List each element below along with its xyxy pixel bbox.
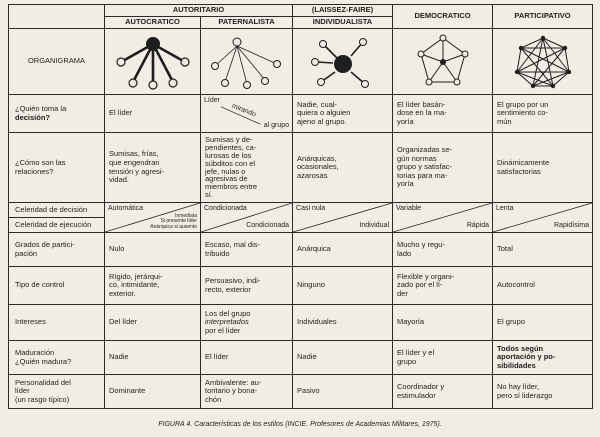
decision-paternalista-b: mirando (230, 102, 257, 119)
label-line: Personalidad del (15, 377, 71, 387)
celeridad-autocratico-top: Automática (108, 205, 144, 212)
participacion-autocratico: Nulo (105, 233, 201, 267)
text-line: Si presente líder (160, 218, 197, 224)
organigrama-individualista (293, 29, 393, 95)
intereses-participativo: El grupo (493, 305, 593, 341)
text-line: interpretados (205, 317, 249, 327)
text-line: satisfactorias (497, 166, 541, 176)
row-label-celeridad-decision: Celeridad de decisión (9, 203, 105, 218)
row-label-organigrama: ORGANIGRAMA (9, 29, 105, 95)
intereses-individualista: Individuales (293, 305, 393, 341)
label-line: ¿Quién madura? (15, 356, 72, 366)
text-line: aportación y po- (497, 352, 556, 362)
text-line: der (397, 288, 408, 298)
participacion-democratico (393, 233, 493, 267)
celeridad-participativo-bottom: Rapidísima (554, 221, 590, 229)
text-line: ocasionales, (297, 162, 339, 172)
styles-table (8, 4, 593, 409)
control-paternalista (201, 267, 293, 305)
row-label-relaciones (9, 133, 105, 203)
maduracion-autocratico: Nadie (105, 341, 201, 375)
relaciones-participativo (493, 133, 593, 203)
text-line: Organizadas se- (397, 144, 453, 154)
header-individualista: INDIVIDUALISTA (293, 17, 393, 29)
text-line: tribuido (205, 248, 230, 258)
autocratic-diagram-icon (113, 32, 193, 92)
maduracion-democratico (393, 341, 493, 375)
label-line: ¿Quién toma la (15, 103, 67, 113)
text-line: tensión y agresi- (109, 166, 165, 176)
decision-individualista (293, 95, 393, 133)
text-line: Anárquica si ausente (150, 223, 197, 230)
personalidad-individualista: Pasivo (293, 375, 393, 409)
text-line: El grupo por un (497, 99, 549, 109)
text-line: toritario y bona- (205, 386, 258, 396)
text-line: Coordinador y (397, 381, 445, 391)
celeridad-autocratico (105, 203, 201, 233)
celeridad-autocratico-bottom (150, 214, 197, 231)
row-label-maduracion (9, 341, 105, 375)
relaciones-democratico (393, 133, 493, 203)
text-line: vidad. (109, 175, 130, 185)
decision-paternalista-a: Líder (204, 97, 220, 104)
text-line: Escaso, mal dis- (205, 239, 261, 249)
intereses-paternalista (201, 305, 293, 341)
label-line: pación (15, 248, 38, 258)
text-line: yoría (397, 179, 414, 189)
text-line: Flexible y organi- (397, 271, 455, 281)
personalidad-paternalista (201, 375, 293, 409)
text-line: Sumisas y de- (205, 135, 253, 144)
text-line: Rígido, jerárqui- (109, 271, 163, 281)
text-line: quiera o alguien (297, 108, 351, 118)
corner-cell (9, 5, 105, 29)
text-line: sí. (205, 190, 213, 200)
text-line: lado (397, 248, 412, 258)
text-line: agresivas de (205, 174, 248, 184)
celeridad-paternalista-bottom: Condicionada (246, 221, 290, 229)
celeridad-participativo (493, 203, 593, 233)
celeridad-democratico (393, 203, 493, 233)
header-participativo: PARTICIPATIVO (493, 5, 593, 29)
text-line: recto, exterior (205, 284, 251, 294)
text-line: Todos según (497, 343, 544, 353)
text-line: gún normas (397, 153, 437, 163)
democratic-diagram-icon (403, 32, 483, 92)
text-line: Ambivalente: au- (205, 377, 262, 387)
header-autocratico: AUTOCRATICO (105, 17, 201, 29)
intereses-democratico: Mayoría (393, 305, 493, 341)
header-laissez: (LAISSEZ-FAIRE) (293, 5, 393, 17)
organigrama-participativo (493, 29, 593, 95)
participacion-paternalista (201, 233, 293, 267)
text-line: Dinámicamente (497, 157, 550, 167)
text-line: que engendran (109, 157, 160, 167)
text-line: ajeno al grupo. (297, 116, 347, 126)
label-line: decisión? (15, 112, 51, 122)
row-label-decision (9, 95, 105, 133)
text-line: miembros entre (205, 182, 258, 192)
label-line: ¿Cómo son las (15, 157, 66, 167)
organigrama-democratico (393, 29, 493, 95)
text-line: Sumisas, frías, (109, 149, 159, 159)
relaciones-individualista (293, 133, 393, 203)
text-line: Los del grupo (205, 308, 251, 318)
header-paternalista: PATERNALISTA (201, 17, 293, 29)
text-line: El líder y el (397, 347, 435, 357)
label-line: Maduración (15, 347, 55, 357)
header-democratico: DEMOCRATICO (393, 5, 493, 29)
text-line: Nadie, cual- (297, 99, 338, 109)
relaciones-paternalista (201, 133, 293, 203)
control-democratico (393, 267, 493, 305)
header-autoritario: AUTORITARIO (105, 5, 293, 17)
individualist-diagram-icon (303, 32, 383, 92)
text-line: dose en la ma- (397, 108, 447, 118)
text-line: grupo y satisfac- (397, 162, 453, 172)
maduracion-paternalista: El líder (201, 341, 293, 375)
decision-democratico (393, 95, 493, 133)
relaciones-autocratico (105, 133, 201, 203)
text-line: mún (497, 116, 512, 126)
text-line: estimulador (397, 390, 436, 400)
row-label-intereses: Intereses (9, 305, 105, 341)
intereses-autocratico: Del líder (105, 305, 201, 341)
text-line: por el líder (205, 325, 241, 335)
text-line: azarosas (297, 170, 328, 180)
decision-paternalista-c: al grupo (263, 121, 290, 129)
celeridad-individualista-bottom: Individual (359, 221, 390, 229)
control-autocratico (105, 267, 201, 305)
celeridad-paternalista (201, 203, 293, 233)
celeridad-democratico-top: Variable (396, 205, 422, 212)
participative-diagram-icon (503, 32, 583, 92)
text-line: zado por el lí- (397, 280, 443, 290)
participacion-participativo: Total (493, 233, 593, 267)
text-line: yoría (397, 116, 414, 126)
text-line: torias para ma- (397, 170, 448, 180)
text-line: sentimiento co- (497, 108, 548, 118)
row-label-celeridad-ejecucion: Celeridad de ejecución (9, 218, 105, 233)
text-line: El líder basán- (397, 99, 446, 109)
text-line: sibilidades (497, 360, 536, 370)
text-line: súbditos con el (205, 158, 256, 168)
maduracion-individualista: Nadie (293, 341, 393, 375)
row-label-participacion (9, 233, 105, 267)
text-line: No hay líder, (497, 381, 540, 391)
text-line: pendientes, ca- (205, 142, 257, 152)
text-line: grupo (397, 356, 417, 366)
control-participativo: Autocontrol (493, 267, 593, 305)
row-label-personalidad (9, 375, 105, 409)
participacion-individualista: Anárquica (293, 233, 393, 267)
maduracion-participativo (493, 341, 593, 375)
text-line: Anárquicas, (297, 153, 337, 163)
decision-autocratico: El líder (105, 95, 201, 133)
text-line: Persuasivo, indi- (205, 275, 261, 285)
text-line: exterior. (109, 288, 136, 298)
figure-caption: FIGURA 4. Características de los estilos (INCIE. Profesores de Academias Militares, 1975). (158, 421, 442, 428)
label-line: relaciones? (15, 166, 54, 176)
text-line: Mucho y regu- (397, 239, 445, 249)
organigrama-paternalista (201, 29, 293, 95)
row-label-control: Tipo de control (9, 267, 105, 305)
celeridad-participativo-top: Lenta (496, 205, 514, 212)
personalidad-autocratico: Dominante (105, 375, 201, 409)
label-line: Grados de partici- (15, 239, 75, 249)
decision-participativo (493, 95, 593, 133)
celeridad-democratico-bottom: Rápida (466, 221, 490, 229)
organigrama-autocratico (105, 29, 201, 95)
text-line: pero sí liderazgo (497, 390, 553, 400)
decision-paternalista (201, 95, 293, 133)
text-line: jefe, nulas o (205, 166, 246, 176)
personalidad-participativo (493, 375, 593, 409)
control-individualista: Ninguno (293, 267, 393, 305)
text-line: chón (205, 394, 222, 404)
label-line: (un rasgo típico) (15, 394, 70, 404)
text-line: Inmediata (175, 212, 197, 219)
personalidad-democratico (393, 375, 493, 409)
text-line: lurosas de los (205, 150, 252, 160)
celeridad-paternalista-top: Condicionada (204, 205, 247, 212)
label-line: líder (15, 386, 30, 396)
text-line: co, intimidante, (109, 280, 160, 290)
paternalist-diagram-icon (207, 32, 287, 92)
celeridad-individualista (293, 203, 393, 233)
celeridad-individualista-top: Casi nula (296, 205, 326, 212)
